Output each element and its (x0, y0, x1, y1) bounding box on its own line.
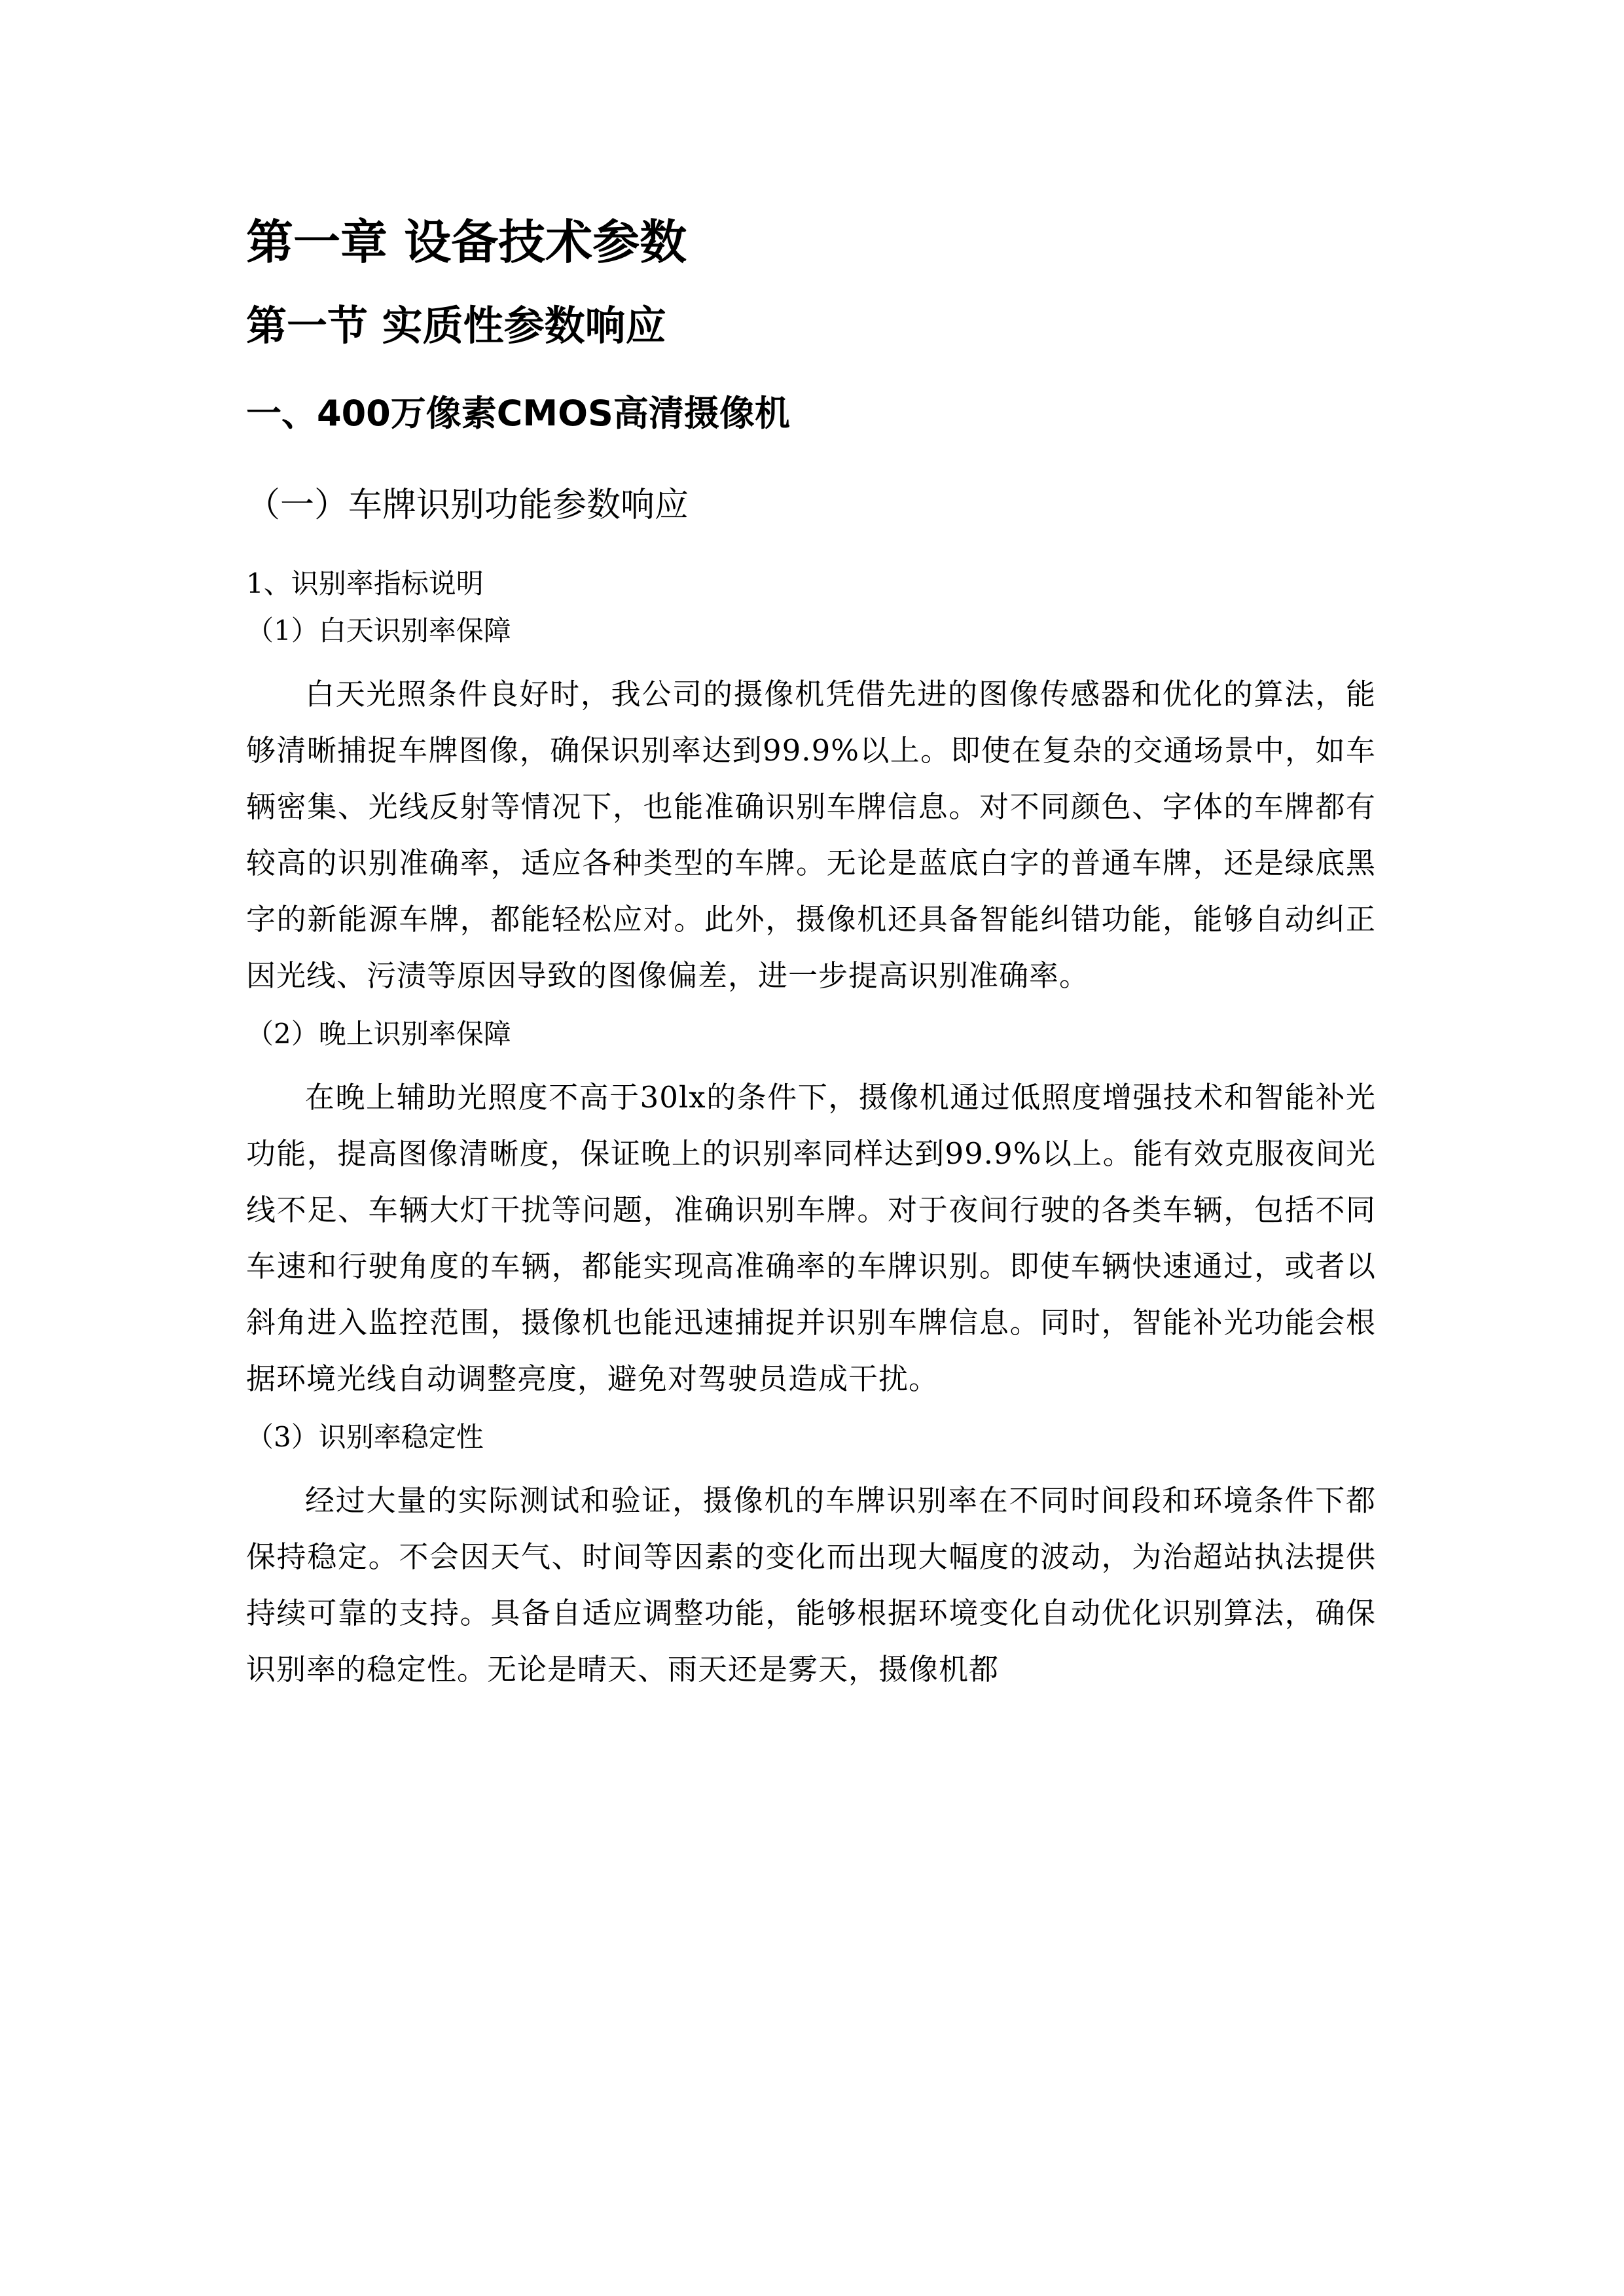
section-title: 第一节 实质性参数响应 (246, 302, 666, 350)
paragraph-daytime: 白天光照条件良好时，我公司的摄像机凭借先进的图像传感器和优化的算法，能够清晰捕捉车牌图像，确保识别率达到99.9%以上。即使在复杂的交通场景中，如车辆密集、光线反射等情况下，也能准确识别车牌信息。对不同颜色、字体的车牌都有较高的识别准确率，适应各种类型的车牌。无论是蓝底白字的普通车牌，还是绿底黑字的新能源车牌，都能轻松应对。此外，摄像机还具备智能纠错功能，能够自动纠正因光线、污渍等原因导致的图像偏差，进一步提高识别准确率。 (246, 677, 1376, 993)
point-heading-stability: （3）识别率稳定性 (246, 1421, 484, 1453)
chapter-title: 第一章 设备技术参数 (246, 215, 687, 270)
paragraph-stability: 经过大量的实际测试和验证，摄像机的车牌识别率在不同时间段和环境条件下都保持稳定。不会因天气、时间等因素的变化而出现大幅度的波动，为治超站执法提供持续可靠的支持。具备自适应调整功能，能够根据环境变化自动优化识别算法，确保识别率的稳定性。无论是晴天、雨天还是雾天，摄像机都 (246, 1483, 1376, 1687)
paragraph-nighttime: 在晚上辅助光照度不高于30lx的条件下，摄像机通过低照度增强技术和智能补光功能，提高图像清晰度，保证晚上的识别率同样达到99.9%以上。能有效克服夜间光线不足、车辆大灯干扰等问题，准确识别车牌。对于夜间行驶的各类车辆，包括不同车速和行驶角度的车辆，都能实现高准确率的车牌识别。即使车辆快速通过，或者以斜角进入监控范围，摄像机也能迅速捕捉并识别车牌信息。同时，智能补光功能会根据环境光线自动调整亮度，避免对驾驶员造成干扰。 (246, 1080, 1376, 1396)
point-heading-nighttime: （2）晚上识别率保障 (246, 1018, 511, 1050)
sub-heading: （一）车牌识别功能参数响应 (246, 486, 689, 525)
document-body (246, 209, 1376, 1707)
point-heading-daytime: （1）白天识别率保障 (246, 615, 511, 647)
item-heading: 1、识别率指标说明 (246, 567, 484, 600)
subsection-title: 一、400万像素CMOS高清摄像机 (246, 393, 790, 434)
